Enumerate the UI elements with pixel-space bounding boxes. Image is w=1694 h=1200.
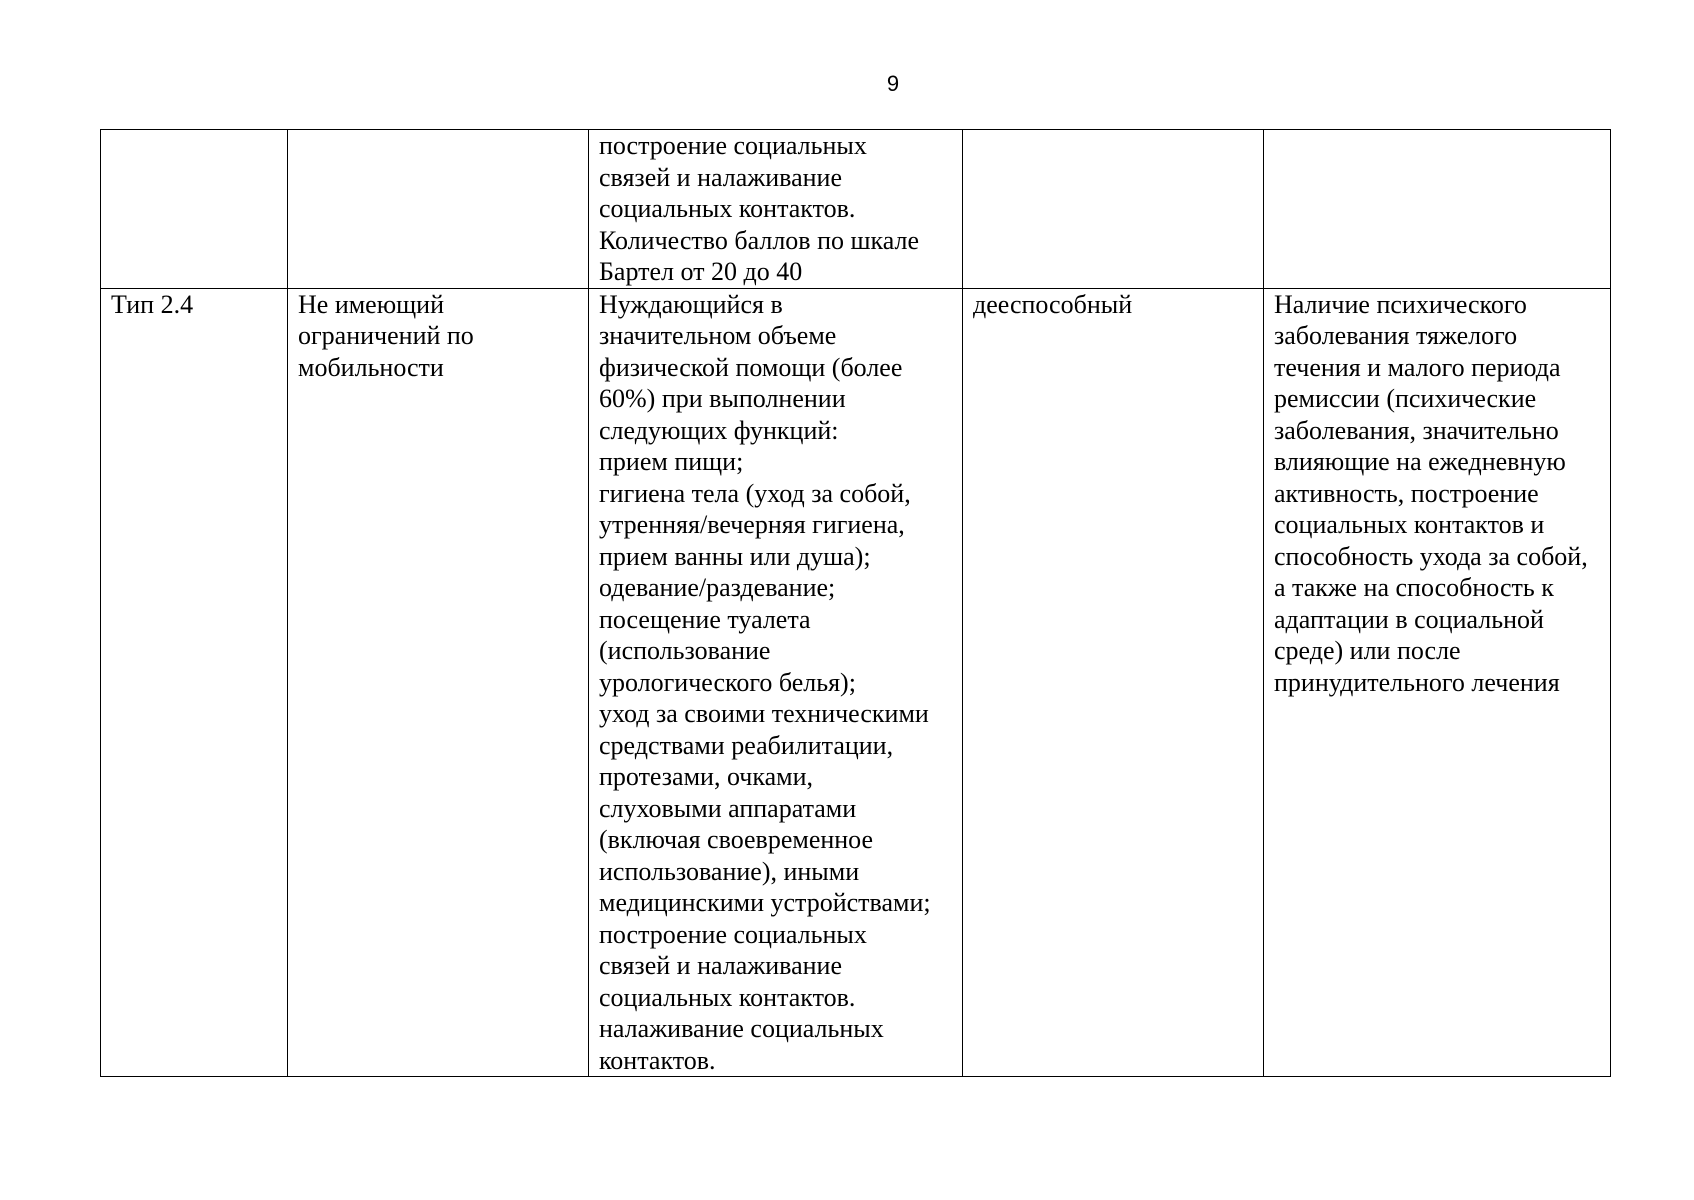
cell-text-line: связей и налаживание: [599, 951, 842, 980]
cell-text-line: медицинскими устройствами;: [599, 888, 931, 917]
cell-text-line: принудительного лечения: [1274, 667, 1560, 697]
cell-text-line: урологического белья);: [599, 667, 856, 697]
cell-text-line: среде) или после: [1274, 636, 1461, 665]
cell-text-line: гигиена тела (уход за собой,: [599, 478, 911, 508]
cell-text-line: (включая своевременное: [599, 825, 874, 854]
cell-text-line: влияющие на ежедневную: [1274, 447, 1566, 476]
cell-text-line: посещение туалета: [599, 604, 811, 634]
cell-description: [589, 288, 963, 1077]
page-number: 9: [886, 71, 900, 96]
cell-text-line: построение социальных: [599, 131, 867, 160]
cell-text-line: адаптации в социальной: [1274, 604, 1544, 634]
cell-text-line: активность, построение: [1274, 478, 1539, 508]
cell-text-line: заболевания, значительно: [1274, 415, 1559, 445]
cell-text-line: уход за своими техническими: [599, 699, 929, 728]
cell-text-line: способность ухода за собой,: [1274, 541, 1588, 571]
cell-type: [101, 130, 288, 289]
cell-text-line: следующих функций:: [599, 415, 839, 445]
cell-text-line: утренняя/вечерняя гигиена,: [599, 510, 905, 539]
cell-text-line: социальных контактов и: [1274, 510, 1545, 539]
cell-description: [589, 130, 963, 289]
cell-conditions: [1264, 288, 1611, 1077]
cell-text-line: прием ванны или душа);: [599, 541, 871, 571]
cell-text-line: Наличие психического: [1274, 289, 1527, 319]
cell-text-line: контактов.: [599, 1045, 716, 1075]
cell-text-line: протезами, очками,: [599, 762, 814, 791]
cell-text-line: течения и малого периода: [1274, 352, 1561, 382]
cell-text-line: налаживание социальных: [599, 1014, 884, 1043]
cell-conditions: [1264, 130, 1611, 289]
cell-text-line: Нуждающийся в: [599, 289, 783, 319]
cell-text-line: а также на способность к: [1274, 573, 1554, 602]
cell-text-line: средствами реабилитации,: [599, 730, 894, 760]
cell-text-line: мобильности: [298, 352, 444, 382]
cell-text-line: ремиссии (психические: [1274, 384, 1537, 413]
cell-mobility: [288, 130, 589, 289]
document-table: [100, 129, 1611, 1077]
cell-text-line: одевание/раздевание;: [599, 573, 836, 602]
cell-text-line: социальных контактов.: [599, 194, 856, 223]
cell-text-line: прием пищи;: [599, 447, 744, 476]
cell-text-line: заболевания тяжелого: [1274, 321, 1518, 350]
cell-mobility: [288, 288, 589, 1077]
cell-text-line: построение социальных: [599, 919, 867, 949]
cell-text-line: ограничений по: [298, 321, 474, 350]
cell-text-line: использование), иными: [599, 856, 860, 886]
cell-text-line: Количество баллов по шкале: [599, 225, 920, 255]
cell-text-line: (использование: [599, 636, 771, 665]
table-row: [101, 130, 1611, 289]
cell-text-line: связей и налаживание: [599, 162, 842, 192]
cell-capacity: [963, 130, 1264, 289]
cell-text-line: 60%) при выполнении: [599, 384, 846, 413]
cell-text-line: Не имеющий: [298, 289, 444, 319]
cell-text-line: Бартел от 20 до 40: [599, 257, 803, 286]
cell-text-line: слуховыми аппаратами: [599, 793, 857, 823]
cell-text-line: физической помощи (более: [599, 352, 903, 382]
cell-text-line: значительном объеме: [599, 321, 837, 350]
table-row: [101, 288, 1611, 1077]
cell-type: Тип 2.4: [101, 288, 288, 1077]
cell-capacity: дееспособный: [963, 288, 1264, 1077]
cell-text-line: социальных контактов.: [599, 982, 856, 1012]
